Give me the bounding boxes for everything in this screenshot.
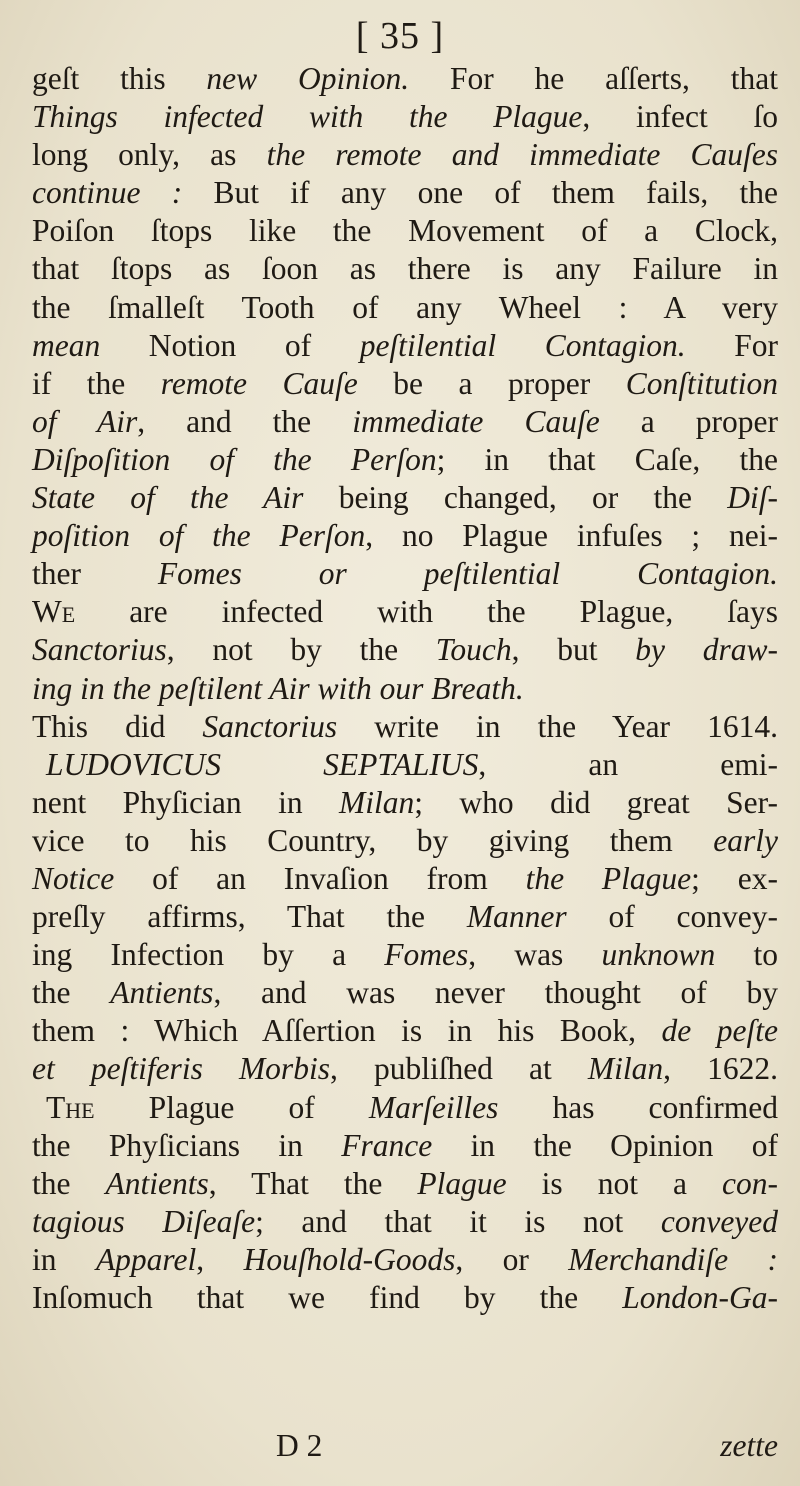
text-line [32,250,778,288]
text-line [32,1050,778,1088]
italic-span: Marſeilles [368,1089,499,1125]
italic-span: et peſtiferis Morbis [32,1051,330,1087]
italic-span: Milan [339,784,415,820]
text-span: the [32,1165,106,1201]
text-line [32,1012,778,1050]
text-span: , [196,1241,244,1277]
text-line [32,746,778,784]
text-span: , 1622. [663,1051,778,1087]
text-span: them : Which Aſſertion is in his Book, [32,1013,662,1049]
page-header: [ 35 ] [355,15,445,57]
text-span: preſly affirms, That the [32,899,467,935]
text-line [32,1241,778,1279]
text-line [32,1203,778,1241]
text-line [32,784,778,822]
text-span: For he aſſerts, that [409,61,778,96]
text-line [32,212,778,250]
text-span: long only, as [32,137,267,173]
text-span: of convey- [566,899,778,935]
text-line [32,1279,778,1317]
text-span: nent Phyſician in [32,784,339,820]
text-span: the [32,975,111,1011]
text-span: , and was never thought of by [213,975,779,1011]
text-span: to [715,937,778,973]
italic-span: Diſ- [727,480,779,516]
italic-span: poſition of the Perſon [32,518,366,554]
text-span: Inſomuch that we find by the [32,1280,623,1315]
text-line [32,403,778,441]
text-span: Notion of [100,327,360,363]
italic-span: Diſpoſition of the Perſon [32,441,437,477]
italic-span: of Air [32,403,138,439]
italic-span: Sanctorius [32,632,167,668]
text-line [32,822,778,860]
text-line [32,555,778,593]
text-span: , was [468,937,602,973]
italic-span: tagious Diſeaſe [32,1203,256,1239]
text-line [32,289,778,327]
text-span: the ſmalleſt Tooth of any Wheel : A very [32,289,778,325]
text-span: , no Plague infuſes ; nei- [365,518,778,554]
italic-span: Houſhold-Goods [243,1241,456,1277]
italic-span: ing in the peſtilent Air with our Breath. [32,670,524,706]
italic-span: Antients [110,975,214,1011]
text-span: is not a [506,1165,723,1201]
italic-span: remote Cauſe [160,365,358,401]
italic-span: mean [32,327,101,363]
text-span: , infect ſo [582,99,778,135]
text-line [32,365,778,403]
text-span: that ſtops as ſoon as there is any Failure in [32,251,778,287]
text-line [32,174,778,212]
page-footer [32,1428,778,1468]
italic-span: de peſte [661,1013,778,1049]
italic-span: new Opinion. [206,61,410,96]
italic-span: State of the Air [32,480,304,516]
italic-span: Sanctorius [202,708,338,744]
catchword: zette [720,1428,778,1463]
italic-span: Touch [435,632,512,668]
text-span: , or [455,1241,569,1277]
signature-mark: D 2 [276,1428,323,1463]
text-span: , publiſhed at [329,1051,588,1087]
text-span: write in the Year 1614. [337,708,778,744]
text-line [32,517,778,555]
small-caps-span: The [46,1089,95,1125]
text-line [32,60,778,98]
italic-span: LUDOVICUS SEPTALIUS [46,746,479,782]
italic-span: con- [722,1165,779,1201]
text-span: if the [32,365,161,401]
italic-span: Things infected with the Plague [32,99,583,135]
text-span: , an emi- [478,746,778,782]
italic-span: Fomes or peſtilential Contagion. [157,556,778,592]
text-span: in the Opinion of [432,1127,779,1163]
italic-span: the Plague [525,860,692,896]
italic-span: unknown [601,937,716,973]
italic-span: peſtilential Contagion. [359,327,686,363]
text-span: vice to his Country, by giving them [32,822,714,858]
text-span: geſt this [32,61,207,96]
text-span: in [32,1241,96,1277]
text-span: a proper [599,403,778,439]
italic-span: France [341,1127,433,1163]
text-span: But if any one of them fails, the [182,175,778,211]
italic-span: Milan [587,1051,664,1087]
italic-span: immediate Cauſe [352,403,600,439]
text-span: ; in that Caſe, the [436,441,778,477]
text-span: ; and that it is not [255,1203,661,1239]
text-line [32,898,778,936]
text-span: be a proper [357,365,626,401]
body-text [32,60,778,1317]
text-span: For [685,327,778,363]
text-line [32,974,778,1012]
text-span: This did [32,708,203,744]
italic-span: Plague [417,1165,507,1201]
text-line [32,327,778,365]
text-span: the Phyſicians in [32,1127,342,1163]
italic-span: London-Ga- [622,1280,778,1315]
text-span: ; who did great Ser- [414,784,778,820]
italic-span: early [713,822,778,858]
italic-span: Fomes [384,937,469,973]
small-caps-span: We [32,594,76,630]
text-line [32,98,778,136]
italic-span: Antients [105,1165,209,1201]
italic-span: Merchandiſe : [568,1241,778,1277]
text-line [32,136,778,174]
italic-span: Manner [466,899,567,935]
text-span: are infected with the Plague, ſays [75,594,778,630]
text-line [32,593,778,631]
text-span: ther [32,556,158,592]
text-span: ing Infection by a [32,937,385,973]
text-line [32,479,778,517]
text-span: , not by the [166,632,436,668]
text-span: has confirmed [498,1089,779,1125]
text-line [32,441,778,479]
italic-span: the remote and immediate Cauſes [266,137,778,173]
text-span: being changed, or the [303,480,728,516]
italic-span: Apparel [95,1241,197,1277]
text-span: , That the [208,1165,418,1201]
text-line [32,1127,778,1165]
text-span: of an Invaſion from [114,860,526,896]
italic-span: Conſtitution [625,365,778,401]
text-line [32,708,778,746]
italic-span: conveyed [660,1203,779,1239]
text-span: Poiſon ſtops like the Movement of a Clock, [32,213,778,249]
text-span: ; ex- [691,860,778,896]
text-line [32,631,778,669]
text-line [32,1089,778,1127]
italic-span: continue : [32,175,183,211]
text-line [32,936,778,974]
text-line [32,1165,778,1203]
italic-span: Notice [32,860,115,896]
text-span: , and the [137,403,353,439]
text-line [32,860,778,898]
italic-span: by draw- [635,632,778,668]
text-span: Plague of [94,1089,369,1125]
text-line [32,670,778,708]
text-span: , but [511,632,636,668]
